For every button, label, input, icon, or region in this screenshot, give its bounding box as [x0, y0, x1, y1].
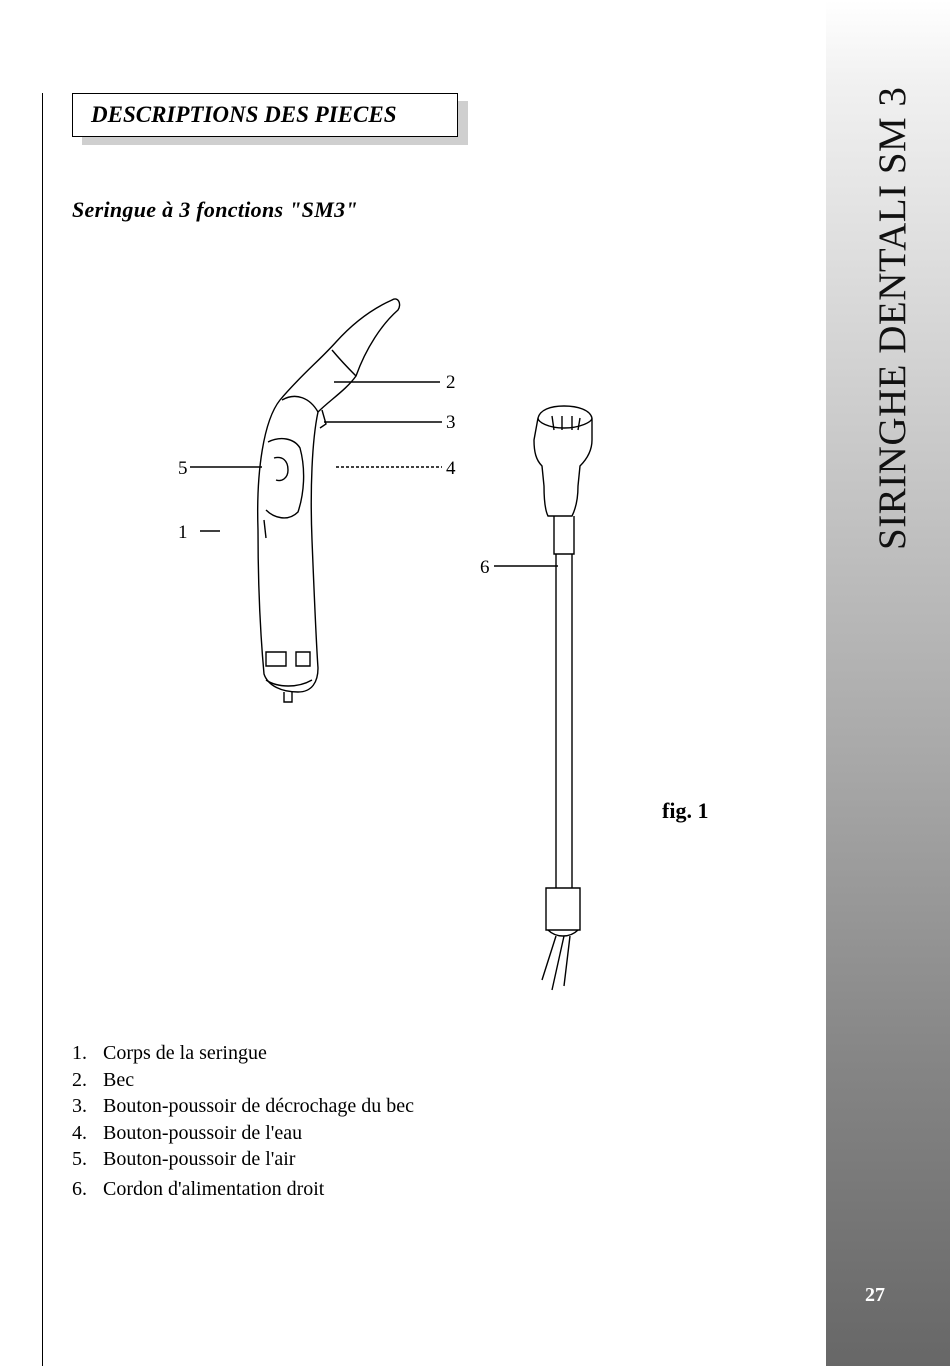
- list-item: [72, 1120, 414, 1147]
- callout-1: 1: [178, 522, 188, 543]
- syringe-drawing: [258, 299, 400, 702]
- list-item-label: Bouton-poussoir de l'eau: [103, 1121, 303, 1144]
- section-header-box: [72, 93, 458, 137]
- list-item: [72, 1146, 414, 1173]
- callout-6: 6: [480, 557, 490, 578]
- list-item-number: 6.: [72, 1177, 87, 1200]
- callout-3: 3: [446, 412, 456, 433]
- callout-leaders: [190, 382, 558, 566]
- callout-5: 5: [178, 458, 188, 479]
- sidebar-title: SIRINGHE DENTALI SM 3: [871, 86, 914, 550]
- list-item: [72, 1040, 414, 1067]
- list-item-label: Bouton-poussoir de l'air: [103, 1148, 296, 1171]
- left-margin-rule: [42, 93, 43, 1366]
- list-item-label: Bec: [103, 1068, 135, 1091]
- list-item: [72, 1176, 414, 1203]
- list-item-label: Corps de la seringue: [103, 1042, 267, 1064]
- callout-4: 4: [446, 458, 456, 479]
- list-item-number: 4.: [72, 1121, 87, 1144]
- list-item-label: Cordon d'alimentation droit: [103, 1177, 325, 1200]
- product-subtitle: Seringue à 3 fonctions "SM3": [72, 197, 358, 222]
- list-item-label: Bouton-poussoir de décrochage du bec: [103, 1095, 415, 1118]
- list-item-number: 1.: [72, 1042, 87, 1064]
- cord-drawing: [534, 406, 592, 990]
- list-item-number: 5.: [72, 1148, 87, 1171]
- page-number: 27: [865, 1284, 885, 1306]
- callout-2: 2: [446, 372, 456, 393]
- list-item-number: 2.: [72, 1068, 87, 1091]
- parts-list: [72, 1040, 414, 1203]
- syringe-illustration: [160, 290, 680, 1000]
- list-item: [72, 1067, 414, 1094]
- list-item: [72, 1093, 414, 1120]
- list-item-number: 3.: [72, 1095, 87, 1118]
- section-title: DESCRIPTIONS DES PIECES: [91, 102, 397, 127]
- figure-caption: fig. 1: [662, 798, 709, 823]
